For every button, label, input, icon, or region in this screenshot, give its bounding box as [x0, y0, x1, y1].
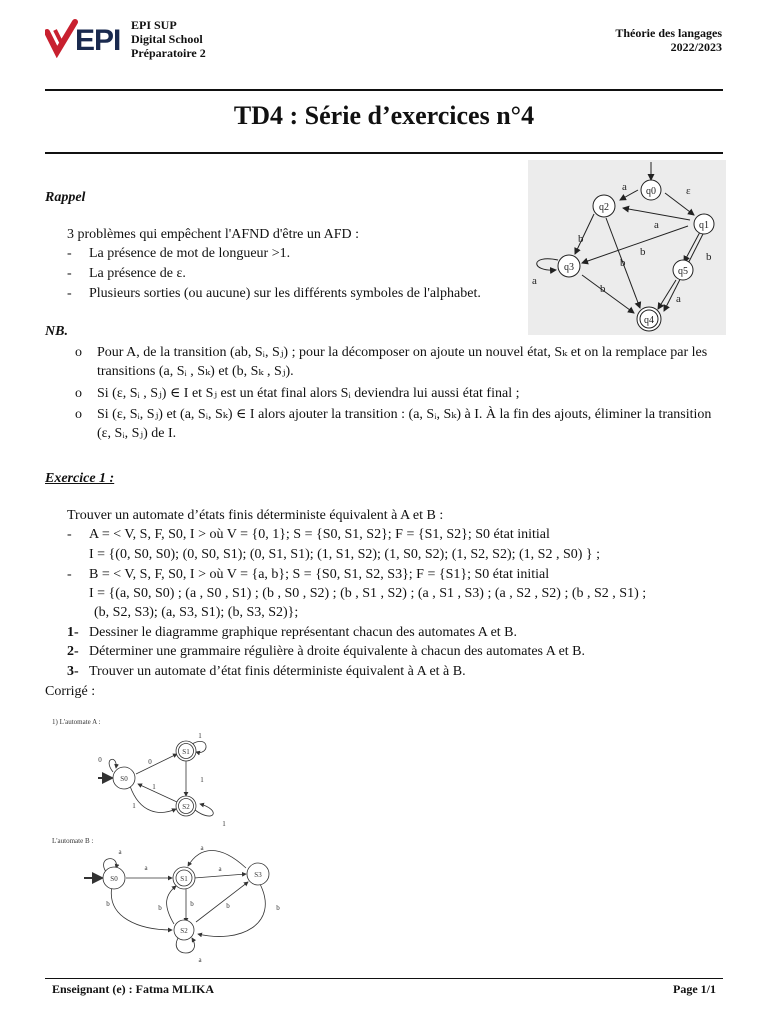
transition-label: b [620, 257, 626, 269]
course-name: Théorie des langages [615, 26, 722, 40]
transition-label: 1 [132, 802, 136, 810]
state-label: q5 [678, 266, 688, 277]
transition-label: ε [686, 185, 691, 197]
automate-b-transitions: I = {(a, S0, S0) ; (a , S0 , S1) ; (b , S0 , S2) ; (b , S1 , S2) ; (a , S1 , S3) ; (a , S2 , S2) ; (b , S2 , S1) ; [89, 586, 647, 601]
transition-label: b [640, 246, 646, 258]
school-info [131, 18, 206, 60]
transition-label: 1 [152, 783, 156, 791]
transition-label: a [532, 275, 537, 287]
state-label: q0 [646, 186, 656, 197]
nb-heading: NB. [45, 324, 68, 339]
transition-label: a [218, 865, 222, 873]
rappel-intro: 3 problèmes qui empêchent l'AFND d'être un AFD : [67, 227, 359, 242]
state-label: q1 [699, 220, 709, 231]
transition-label: 1 [198, 732, 202, 740]
school-line: Préparatoire 2 [131, 46, 206, 60]
academic-year: 2022/2023 [670, 40, 722, 54]
exercice-intro: Trouver un automate d’états finis déterministe équivalent à A et B : [67, 508, 444, 523]
nb-item: o Si (ε, Sᵢ , Sⱼ) ∈ I et Sⱼ est un état final alors Sᵢ deviendra lui aussi état final ; [75, 386, 520, 401]
transition-label: b [600, 283, 606, 295]
question: 2- Déterminer une grammaire régulière à droite équivalente à chacun des automates A et B. [67, 644, 586, 659]
transition-label: a [200, 844, 204, 852]
top-rule [45, 89, 723, 91]
page-title: TD4 : Série d’exercices n°4 [233, 101, 535, 130]
diagram-caption: L'automate B : [52, 837, 94, 845]
state-label: S1 [182, 748, 190, 756]
corrige-label: Corrigé : [45, 684, 96, 699]
transition-label: a [198, 956, 202, 964]
automate-b-def: - B = < V, S, F, S0, I > où V = {a, b}; S = {S0, S1, S2, S3}; F = {S1}; S0 état initial [67, 567, 550, 582]
footer-rule [45, 978, 723, 979]
rappel-heading: Rappel [45, 190, 86, 205]
automate-a-def: - A = < V, S, F, S0, I > où V = {0, 1}; S = {S0, S1, S2}; F = {S1, S2}; S0 état initial [67, 527, 550, 542]
automate-b-transitions-cont: (b, S2, S3); (a, S3, S1); (b, S3, S2)}; [94, 605, 299, 620]
state-label: S3 [254, 871, 262, 879]
state-label: S0 [120, 775, 128, 783]
automate-a-transitions: I = {(0, S0, S0); (0, S0, S1); (0, S1, S1); (1, S1, S2); (1, S0, S2); (1, S2, S2); (1, S2 , S0) } ; [89, 547, 600, 562]
diagram-caption: 1) L'automate A : [52, 718, 101, 726]
transition-label: 0 [98, 756, 102, 764]
school-line: EPI SUP [131, 18, 177, 32]
course-info [615, 26, 722, 54]
transition-label: b [578, 233, 584, 245]
transition-label: b [276, 904, 280, 912]
question: 1- Dessiner le diagramme graphique représentant chacun des automates A et B. [67, 625, 518, 640]
logo-text: EPI [75, 24, 121, 57]
rappel-item: - La présence de ε. [67, 266, 186, 281]
transition-label: b [106, 900, 110, 908]
state-label: q2 [599, 202, 609, 213]
page-number: Page 1/1 [673, 982, 716, 996]
state-label: S2 [182, 803, 190, 811]
transition-label: 1 [200, 776, 204, 784]
transition-label: a [118, 848, 122, 856]
transition-label: a [676, 293, 681, 305]
question: 3- Trouver un automate d’état finis déterministe équivalent à A et à B. [67, 664, 466, 679]
exercice-heading: Exercice 1 : [45, 471, 115, 486]
transition-label: a [622, 181, 627, 193]
transition-label: a [144, 864, 148, 872]
teacher-name: Enseignant (e) : Fatma MLIKA [52, 982, 214, 996]
state-label: q3 [564, 262, 574, 273]
transition-label: b [706, 251, 712, 263]
rappel-item: - La présence de mot de longueur >1. [67, 246, 291, 261]
automate-b-diagram [50, 834, 310, 969]
school-line: Digital School [131, 32, 203, 46]
nb-item: o Pour A, de la transition (ab, Sᵢ, Sⱼ) ; pour la décomposer on ajoute un nouvel état, Sₖ et on la remplace par les transitions (a, Sᵢ , Sₖ) et (b, Sₖ , Sⱼ). [75, 345, 708, 379]
title-rule [45, 152, 723, 154]
state-label: S1 [180, 875, 188, 883]
transition-label: b [190, 900, 194, 908]
state-label: S0 [110, 875, 118, 883]
afnd-diagram [528, 160, 726, 335]
state-label: S2 [180, 927, 188, 935]
transition-label: a [654, 219, 659, 231]
rappel-item: - Plusieurs sorties (ou aucune) sur les différents symboles de l'alphabet. [67, 286, 481, 301]
automate-a-diagram [50, 714, 250, 834]
logo [45, 18, 125, 63]
transition-label: b [226, 902, 230, 910]
transition-label: 0 [148, 758, 152, 766]
nb-item: o Si (ε, Sᵢ, Sⱼ) et (a, Sᵢ, Sₖ) ∈ I alors ajouter la transition : (a, Sᵢ, Sₖ) à I. À la fin des ajouts, éliminer la transition (ε, Sᵢ, Sⱼ) de I. [75, 407, 712, 441]
transition-label: 1 [222, 820, 226, 828]
transition-label: b [158, 904, 162, 912]
state-label: q4 [644, 315, 654, 326]
